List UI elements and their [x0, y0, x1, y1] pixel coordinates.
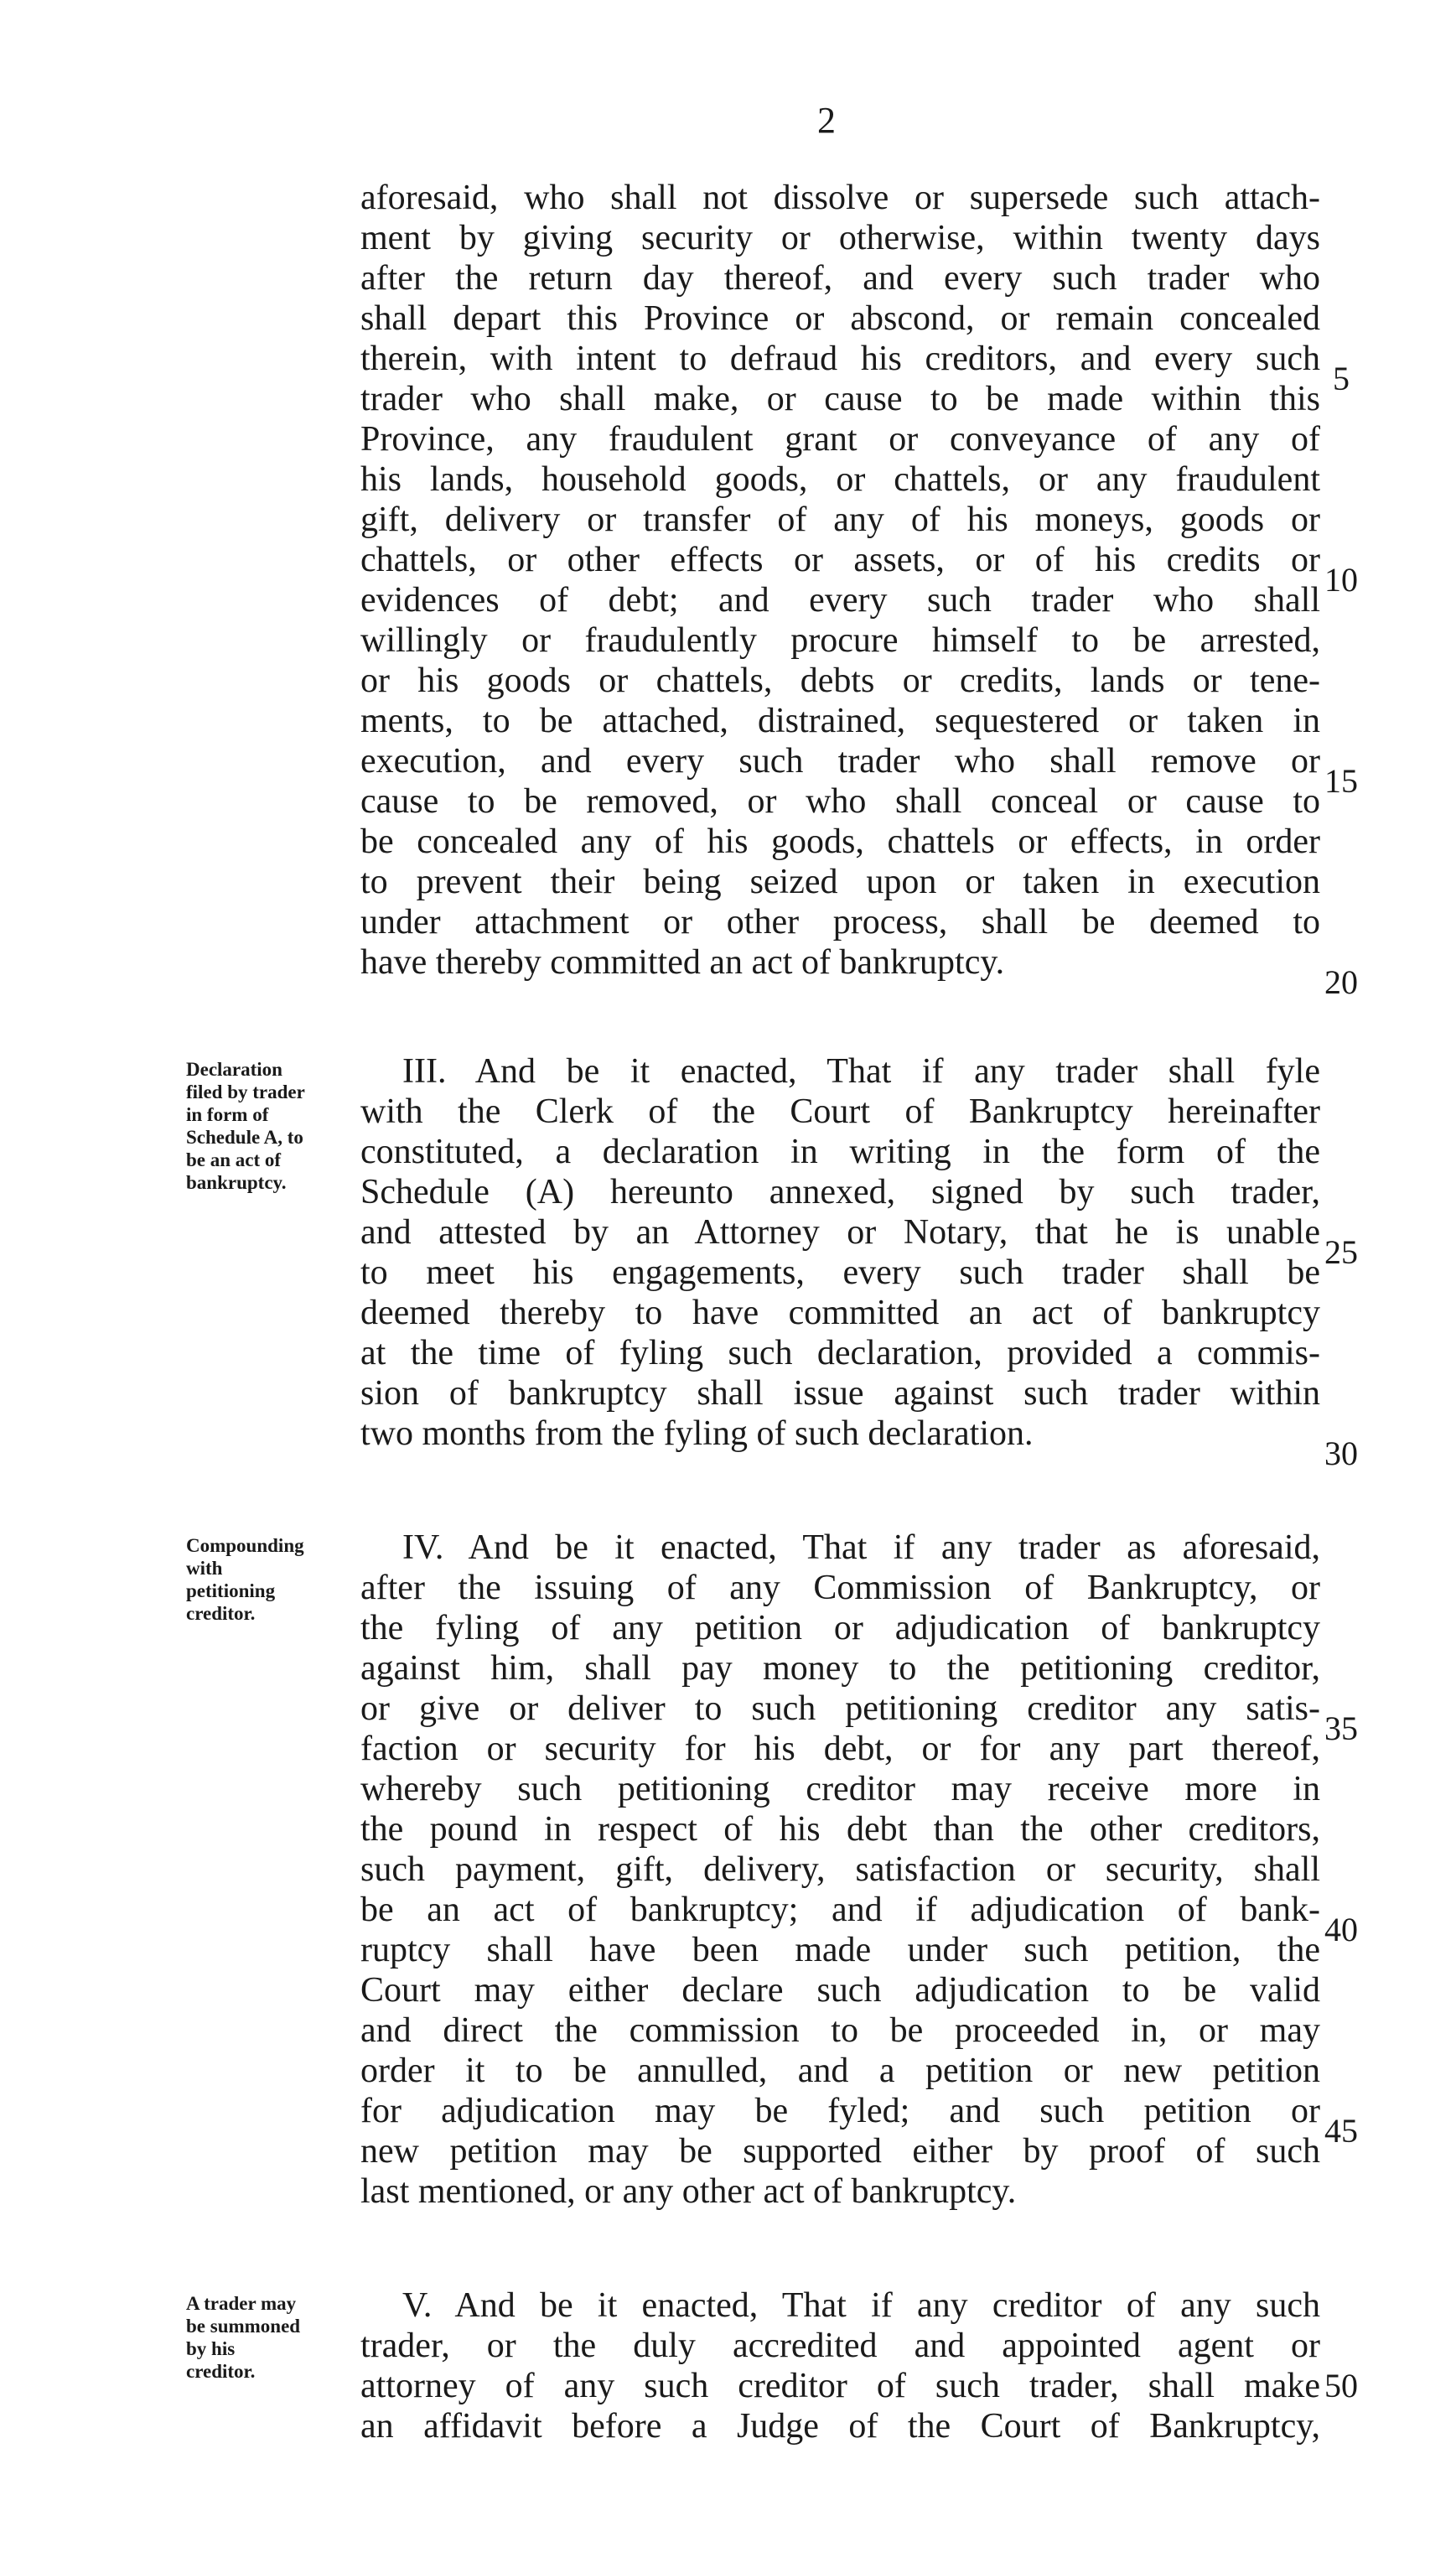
- line-number: 35: [1324, 1709, 1358, 1747]
- marginal-line: creditor.: [186, 2361, 256, 2382]
- text-line: trader who shall make, or cause to be made within this: [360, 380, 1320, 418]
- text-line: and direct the commission to be proceeded in, or may: [360, 2011, 1320, 2050]
- marginal-note: [186, 1058, 345, 1194]
- text-line: an affidavit before a Judge of the Court of Bankruptcy,: [360, 2407, 1320, 2446]
- text-line: order it to be annulled, and a petition or new petition: [360, 2052, 1320, 2090]
- text-line: and attested by an Attorney or Notary, that he is unable: [360, 1213, 1320, 1252]
- text-line: chattels, or other effects or assets, or of his credits or: [360, 541, 1320, 579]
- marginal-line: in form of: [186, 1104, 269, 1125]
- marginal-line: petitioning: [186, 1580, 276, 1601]
- text-line: the fyling of any petition or adjudication of bankruptcy: [360, 1609, 1320, 1647]
- text-line: attorney of any such creditor of such trader, shall make: [360, 2367, 1320, 2405]
- marginal-line: with: [186, 1558, 223, 1579]
- line-number: 25: [1324, 1233, 1358, 1271]
- marginal-line: A trader may: [186, 2293, 297, 2314]
- text-line: or give or deliver to such petitioning creditor any satis-: [360, 1689, 1320, 1728]
- marginal-line: bankruptcy.: [186, 1172, 287, 1193]
- text-line: for adjudication may be fyled; and such petition or: [360, 2092, 1320, 2130]
- text-line: Schedule (A) hereunto annexed, signed by such trader,: [360, 1173, 1320, 1211]
- line-number: 10: [1324, 561, 1358, 599]
- text-line: under attachment or other process, shall be deemed to: [360, 903, 1320, 942]
- marginal-line: be summoned: [186, 2316, 301, 2337]
- text-line: willingly or fraudulently procure himself to be arrested,: [360, 621, 1320, 660]
- text-line: against him, shall pay money to the petitioning creditor,: [360, 1649, 1320, 1688]
- text-line: Court may either declare such adjudication to be valid: [360, 1971, 1320, 2010]
- text-line: ment by giving security or otherwise, within twenty days: [360, 219, 1320, 257]
- text-line: or his goods or chattels, debts or credits, lands or tene-: [360, 661, 1320, 700]
- text-line: deemed thereby to have committed an act of bankruptcy: [360, 1294, 1320, 1332]
- line-number: 5: [1333, 360, 1350, 397]
- line-number: 30: [1324, 1434, 1358, 1472]
- text-line: at the time of fyling such declaration, provided a commis-: [360, 1334, 1320, 1372]
- text-line: V. And be it enacted, That if any creditor of any such: [402, 2286, 1320, 2325]
- marginal-line: filed by trader: [186, 1082, 305, 1102]
- line-number: 20: [1324, 963, 1358, 1001]
- text-line: trader, or the duly accredited and appointed agent or: [360, 2327, 1320, 2365]
- text-line: therein, with intent to defraud his creditors, and every such: [360, 340, 1320, 378]
- text-line: shall depart this Province or abscond, or remain concealed: [360, 299, 1320, 338]
- text-line: have thereby committed an act of bankruptcy.: [360, 943, 1005, 982]
- marginal-note: [186, 2292, 345, 2383]
- text-line: faction or security for his debt, or for any part thereof,: [360, 1730, 1320, 1768]
- text-line: ruptcy shall have been made under such petition, the: [360, 1931, 1320, 1969]
- text-line: last mentioned, or any other act of bankruptcy.: [360, 2172, 1017, 2211]
- text-line: with the Clerk of the Court of Bankruptcy hereinafter: [360, 1092, 1320, 1131]
- text-line: sion of bankruptcy shall issue against such trader within: [360, 1374, 1320, 1413]
- marginal-line: Declaration: [186, 1059, 282, 1080]
- text-line: be an act of bankruptcy; and if adjudication of bank-: [360, 1891, 1320, 1929]
- text-line: evidences of debt; and every such trader who shall: [360, 581, 1320, 620]
- line-number: 50: [1324, 2367, 1358, 2404]
- text-line: such payment, gift, delivery, satisfaction or security, shall: [360, 1850, 1320, 1889]
- text-line: ments, to be attached, distrained, sequestered or taken in: [360, 702, 1320, 740]
- text-line: execution, and every such trader who shall remove or: [360, 742, 1320, 781]
- text-line: new petition may be supported either by proof of such: [360, 2132, 1320, 2171]
- text-line: his lands, household goods, or chattels, or any fraudulent: [360, 460, 1320, 499]
- marginal-line: Compounding: [186, 1535, 304, 1556]
- text-line: to meet his engagements, every such trader shall be: [360, 1253, 1320, 1292]
- text-line: whereby such petitioning creditor may receive more in: [360, 1770, 1320, 1808]
- text-line: be concealed any of his goods, chattels or effects, in order: [360, 822, 1320, 861]
- text-line: gift, delivery or transfer of any of his moneys, goods or: [360, 501, 1320, 539]
- text-line: aforesaid, who shall not dissolve or supersede such attach-: [360, 179, 1320, 217]
- text-line: IV. And be it enacted, That if any trader as aforesaid,: [402, 1528, 1320, 1567]
- marginal-line: creditor.: [186, 1603, 256, 1624]
- text-line: cause to be removed, or who shall conceal or cause to: [360, 782, 1320, 821]
- text-line: to prevent their being seized upon or taken in execution: [360, 863, 1320, 901]
- text-line: after the issuing of any Commission of Bankruptcy, or: [360, 1569, 1320, 1607]
- text-line: after the return day thereof, and every such trader who: [360, 259, 1320, 298]
- marginal-line: Schedule A, to: [186, 1127, 303, 1148]
- text-line: Province, any fraudulent grant or conveyance of any of: [360, 420, 1320, 459]
- page-number: 2: [817, 100, 836, 141]
- marginal-line: be an act of: [186, 1149, 282, 1170]
- line-number: 15: [1324, 762, 1358, 800]
- marginal-line: by his: [186, 2338, 236, 2359]
- text-line: constituted, a declaration in writing in the form of the: [360, 1133, 1320, 1171]
- marginal-note: [186, 1534, 345, 1625]
- text-line: the pound in respect of his debt than the other creditors,: [360, 1810, 1320, 1849]
- line-number: 45: [1324, 2112, 1358, 2150]
- line-number: 40: [1324, 1911, 1358, 1948]
- text-line: III. And be it enacted, That if any trader shall fyle: [402, 1052, 1320, 1091]
- text-line: two months from the fyling of such declaration.: [360, 1414, 1034, 1453]
